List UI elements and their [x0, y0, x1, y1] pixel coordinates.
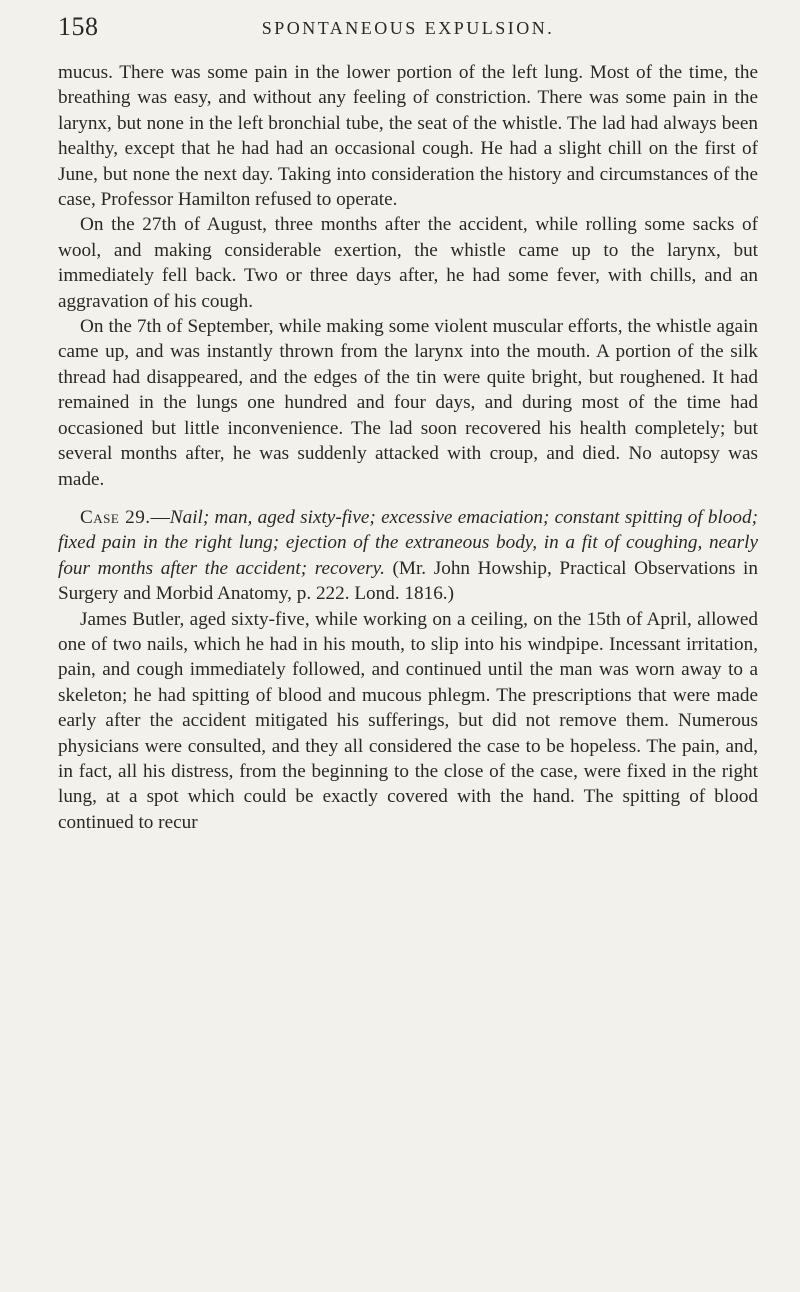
case-label: Case 29.: [80, 506, 151, 528]
case-title: Nail; man, aged sixty-five; excessive emaciation; constant spitting of blood; fixed pain in the right lung; ejection of the extraneous body, in a fit of coughing, nearly four months after the accident; recovery.: [58, 506, 758, 579]
running-head: SPONTANEOUS EXPULSION.: [261, 18, 555, 38]
page-header: [58, 12, 758, 52]
paragraph-august: On the 27th of August, three months after the accident, while rolling some sacks of wool, and making considerable exertion, the whistle came up to the larynx, but immediately fell back. Two or three days after, he had some fever, with chills, and an aggravation of his cough.: [58, 214, 758, 312]
case-heading-paragraph: [58, 505, 758, 607]
paragraph-continuation: mucus. There was some pain in the lower portion of the left lung. Most of the time, the breathing was easy, and without any feeling of constriction. There was some pain in the larynx, but none in the left bronchial tube, the seat of the whistle. The lad had always been healthy, except that he had had an occasional cough. He had a slight chill on the first of June, but none the next day. Taking into consideration the history and circumstances of the case, Professor Hamilton refused to operate.: [58, 62, 758, 211]
case-dash: —: [150, 506, 170, 528]
page-number: 158: [58, 12, 99, 41]
paragraph-september: On the 7th of September, while making some violent muscular efforts, the whistle again came up, and was instantly thrown from the larynx into the mouth. A portion of the silk thread had disappeared, and the edges of the tin were quite bright, but roughened. It had remained in the lungs one hundred and four days, and during most of the time had occasioned but little inconvenience. The lad soon recovered his health completely; but several months after, he was suddenly attacked with croup, and died. No autopsy was made.: [58, 316, 758, 490]
book-page: [58, 0, 758, 1292]
paragraph-james-butler: James Butler, aged sixty-five, while working on a ceiling, on the 15th of April, allowed one of two nails, which he had in his mouth, to slip into his windpipe. Incessant irritation, pain, and cough immediately followed, and continued until the man was worn away to a skeleton; he had spitting of blood and mucous phlegm. The prescriptions that were made early after the accident mitigated his sufferings, but did not remove them. Numerous physicians were consulted, and they all considered the case to be hopeless. The pain, and, in fact, all his distress, from the beginning to the close of the case, were fixed in the right lung, at a spot which could be exactly covered with the hand. The spitting of blood continued to recur: [58, 608, 758, 833]
page-body: [58, 60, 758, 835]
case-source: (Mr. John Howship, Practical Observations in Surgery and Morbid Anatomy, p. 222. Lond. 1816.): [58, 557, 758, 605]
